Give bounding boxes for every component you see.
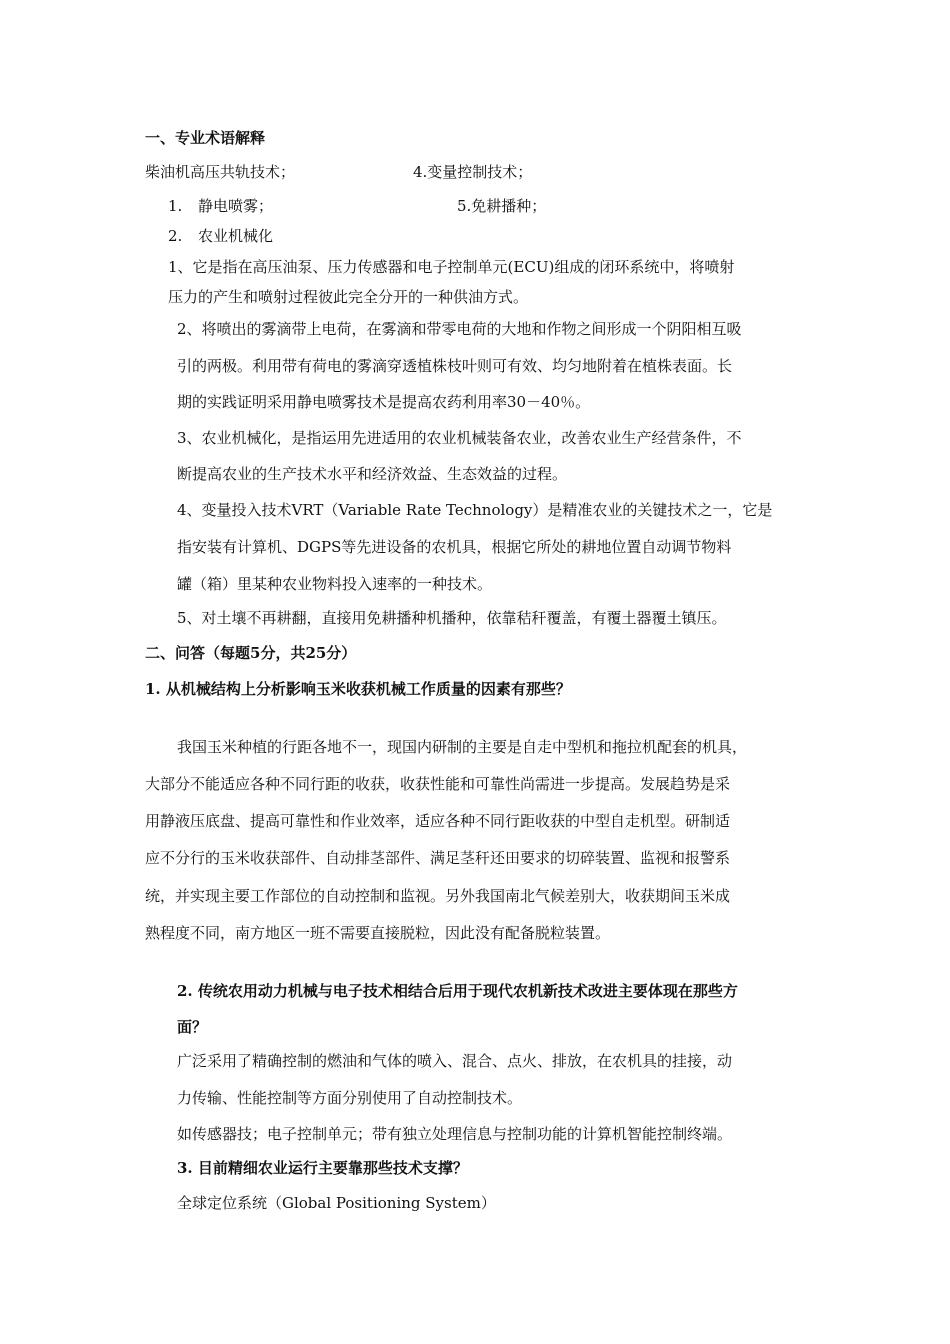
answer-1-line: 1、它是指在高压油泵、压力传感器和电子控制单元(ECU)组成的闭环系统中，将喷射 — [168, 258, 735, 276]
term-2 — [168, 196, 273, 216]
term-3-text: 农业机械化 — [198, 227, 274, 245]
answer-q1-line: 应不分行的玉米收获部件、自动排茎部件、满足茎秆还田要求的切碎装置、监视和报警系 — [145, 849, 731, 867]
answer-5-line: 5、对土壤不再耕翻，直接用免耕播种机播种，依靠秸秆覆盖，有覆土器覆土镇压。 — [177, 609, 727, 627]
answer-2-line: 期的实践证明采用静电喷雾技术是提高农药利用率30－40％。 — [177, 393, 591, 411]
section1-heading: 一、专业术语解释 — [145, 129, 266, 147]
answer-q1-line: 我国玉米种植的行距各地不一，现国内研制的主要是自走中型机和拖拉机配套的机具， — [177, 738, 748, 756]
question-3: 3. 目前精细农业运行主要靠那些技术支撑？ — [177, 1159, 468, 1177]
answer-q2-line: 如传感器技；电子控制单元；带有独立处理信息与控制功能的计算机智能控制终端。 — [177, 1125, 733, 1143]
term-5: 5.免耕播种； — [457, 197, 547, 215]
term-1: 柴油机高压共轨技术； — [145, 163, 296, 181]
answer-4-line: 指安装有计算机、DGPS等先进设备的农机具，根据它所处的耕地位置自动调节物料 — [177, 538, 732, 556]
answer-4-line: 4、变量投入技术VRT（Variable Rate Technology）是精准农业的关键技术之一，它是 — [177, 501, 773, 519]
question-2-line: 面？ — [177, 1018, 208, 1036]
answer-q1-line: 用静液压底盘、提高可靠性和作业效率，适应各种不同行距收获的中型自走机型。研制适 — [145, 812, 731, 830]
answer-q1-line: 统，并实现主要工作部位的自动控制和监视。另外我国南北气候差别大，收获期间玉米成 — [145, 887, 731, 905]
question-1: 1. 从机械结构上分析影响玉米收获机械工作质量的因素有那些？ — [145, 680, 571, 698]
answer-3-line: 3、农业机械化，是指运用先进适用的农业机械装备农业，改善农业生产经营条件，不 — [177, 429, 742, 447]
answer-q3: 全球定位系统（Global Positioning System） — [177, 1194, 496, 1212]
answer-1-line: 压力的产生和喷射过程彼此完全分开的一种供油方式。 — [168, 288, 529, 306]
answer-q2-line: 力传输、性能控制等方面分别使用了自动控制技术。 — [177, 1089, 523, 1107]
answer-4-line: 罐（箱）里某种农业物料投入速率的一种技术。 — [177, 575, 493, 593]
term-3-number: 2. — [168, 227, 183, 245]
term-2-text: 静电喷雾； — [198, 197, 274, 215]
answer-3-line: 断提高农业的生产技术水平和经济效益、生态效益的过程。 — [177, 465, 568, 483]
answer-q1-line: 大部分不能适应各种不同行距的收获，收获性能和可靠性尚需进一步提高。发展趋势是采 — [145, 775, 731, 793]
term-2-number: 1. — [168, 197, 183, 215]
term-3 — [168, 226, 273, 246]
answer-q1-line: 熟程度不同，南方地区一班不需要直接脱粒，因此没有配备脱粒装置。 — [145, 924, 611, 942]
term-4: 4.变量控制技术； — [413, 163, 533, 181]
answer-2-line: 引的两极。利用带有荷电的雾滴穿透植株枝叶则可有效、均匀地附着在植株表面。长 — [177, 357, 733, 375]
answer-2-line: 2、将喷出的雾滴带上电荷，在雾滴和带零电荷的大地和作物之间形成一个阴阳相互吸 — [177, 320, 742, 338]
answer-q2-line: 广泛采用了精确控制的燃油和气体的喷入、混合、点火、排放，在农机具的挂接，动 — [177, 1052, 733, 1070]
question-2-line: 2. 传统农用动力机械与电子技术相结合后用于现代农机新技术改进主要体现在那些方 — [177, 982, 738, 1000]
section2-heading: 二、问答（每题5分，共25分） — [145, 644, 357, 662]
